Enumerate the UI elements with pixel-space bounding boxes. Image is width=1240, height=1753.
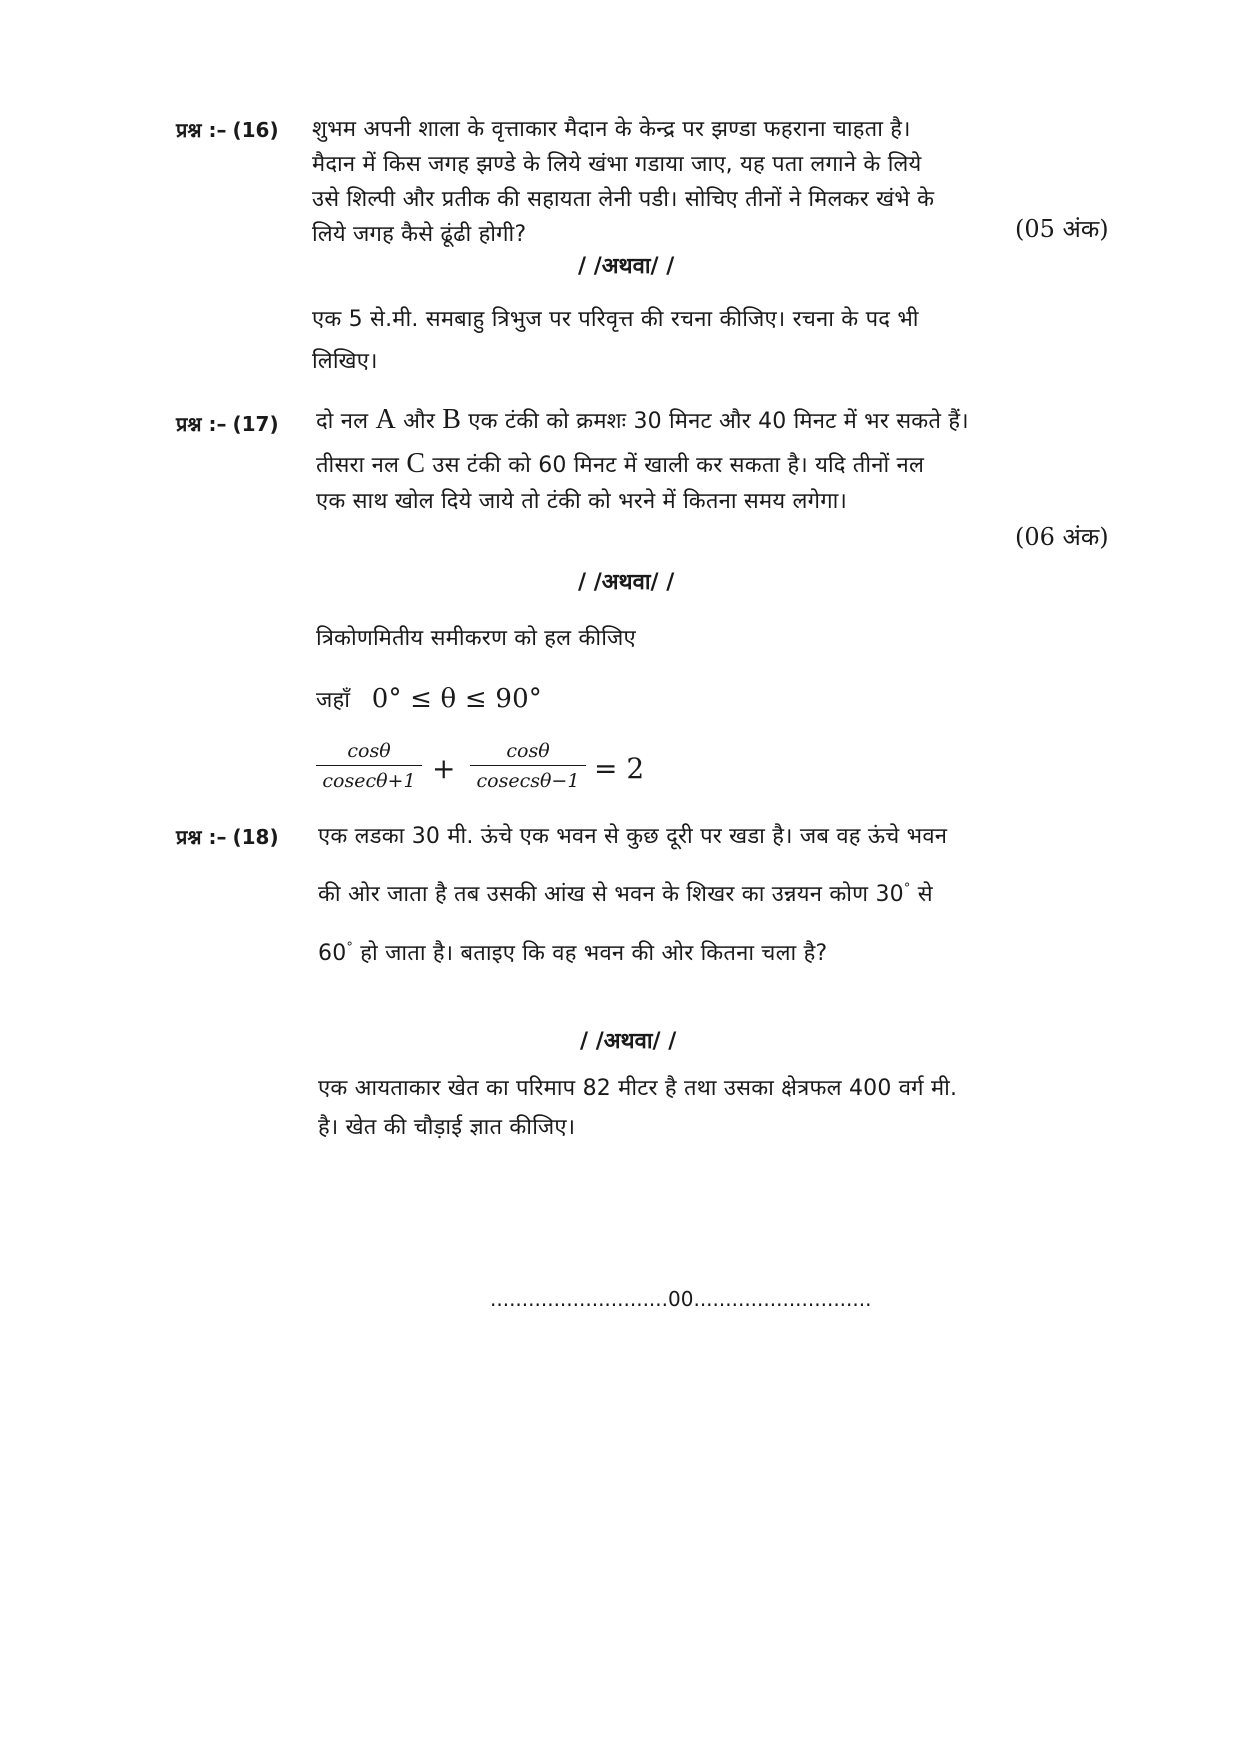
fraction-2-denominator: cosecsθ−1 (476, 770, 580, 792)
q18-line-3-part-b: हो जाता है। बताइए कि वह भवन की ओर कितना चला है? (353, 941, 828, 966)
q17-marks: (06 अंक) (1015, 523, 1109, 551)
where-label: जहाँ (316, 688, 351, 713)
q17-line-1-part-a: दो नल (316, 409, 376, 434)
degree-symbol: ° (903, 881, 911, 897)
q18-line-3-part-a: 60 (318, 941, 347, 966)
q18-line-3 (318, 937, 827, 967)
question-number: (16) (232, 118, 279, 142)
q17-line-3: एक साथ खोल दिये जाये तो टंकी को भरने में कितना समय लगेगा। (316, 489, 848, 514)
question-prefix: प्रश्न :– (176, 412, 227, 436)
q18-alt-line-2: है। खेत की चौड़ाई ज्ञात कीजिए। (318, 1115, 576, 1140)
q16-line-3: उसे शिल्पी और प्रतीक की सहायता लेनी पडी। सोचिए तीनों ने मिलकर खंभे के (312, 187, 935, 212)
plus-sign: + (432, 752, 456, 785)
q17-alt-line-1: त्रिकोणमितीय समीकरण को हल कीजिए (316, 626, 636, 651)
q16-line-4: लिये जगह कैसे ढूंढी होगी? (312, 222, 527, 247)
q16-line-2: मैदान में किस जगह झण्डे के लिये खंभा गडाया जाए, यह पता लगाने के लिये (312, 152, 922, 177)
q18-line-2 (318, 878, 933, 908)
q18-line-2-part-a: की ओर जाता है तब उसकी आंख से भवन के शिखर का उन्नयन कोण 30 (318, 882, 904, 907)
q18-alt-line-1: एक आयताकार खेत का परिमाप 82 मीटर है तथा उसका क्षेत्रफल 400 वर्ग मी. (318, 1076, 958, 1101)
q17-line-2-part-b: उस टंकी को 60 मिनट में खाली कर सकता है। यदि तीनों नल (425, 453, 925, 478)
fraction-1 (316, 740, 422, 792)
tap-a-label: A (375, 404, 396, 435)
question-18-label (176, 823, 279, 850)
q17-line-1-part-b: और (395, 409, 443, 434)
degree-symbol: ° (346, 940, 354, 956)
tap-c-label: C (406, 448, 426, 479)
question-prefix: प्रश्न :– (176, 118, 227, 142)
q16-or-separator: / /अथवा/ / (578, 254, 675, 279)
question-17-label (176, 410, 279, 437)
fraction-1-denominator: cosecθ+1 (322, 770, 416, 792)
question-number: (18) (232, 825, 279, 849)
q16-alt-line-1: एक 5 से.मी. समबाहु त्रिभुज पर परिवृत्त की रचना कीजिए। रचना के पद भी (312, 307, 919, 332)
question-number: (17) (232, 412, 279, 436)
q18-line-1: एक लडका 30 मी. ऊंचे एक भवन से कुछ दूरी पर खडा है। जब वह ऊंचे भवन (318, 824, 948, 849)
q17-line-2 (316, 448, 924, 480)
tap-b-label: B (442, 404, 462, 435)
q16-line-1: शुभम अपनी शाला के वृत्ताकार मैदान के केन्द्र पर झण्डा फहराना चाहता है। (312, 117, 911, 142)
q18-line-2-part-b: से (910, 882, 933, 907)
fraction-1-numerator: cosθ (347, 740, 391, 762)
q16-alt-line-2: लिखिए। (312, 349, 378, 374)
page-end-marker: ............................00............................ (490, 1287, 872, 1311)
q17-line-2-part-a: तीसरा नल (316, 453, 407, 478)
q16-marks: (05 अंक) (1015, 215, 1109, 243)
q17-line-1 (316, 404, 969, 436)
question-16-label (176, 116, 279, 143)
fraction-2 (470, 740, 586, 792)
question-prefix: प्रश्न :– (176, 825, 227, 849)
angle-condition: 0° ≤ θ ≤ 90° (371, 684, 543, 714)
q18-or-separator: / /अथवा/ / (580, 1029, 677, 1054)
equation-rhs: = 2 (594, 752, 645, 785)
q17-where-line (316, 684, 542, 714)
fraction-2-numerator: cosθ (506, 740, 550, 762)
q17-or-separator: / /अथवा/ / (578, 570, 675, 595)
q17-line-1-part-c: एक टंकी को क्रमशः 30 मिनट और 40 मिनट में भर सकते हैं। (461, 409, 969, 434)
